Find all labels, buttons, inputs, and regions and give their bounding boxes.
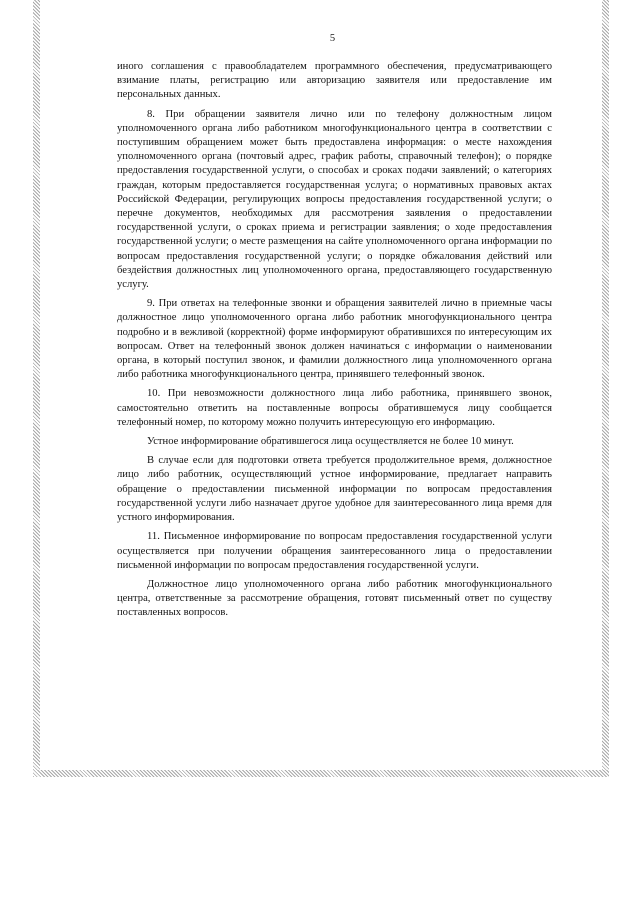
paragraph-8: 8. При обращении заявителя лично или по телефону должностным лицом уполномоченного органа либо работником многофункционального центра в соответствии с поступившим обращением может быть предоставлена информация: о месте нахождения уполномоченного органа (почтовый адрес, график работы, справочный телефон); о порядке предоставления государственной услуги, о способах и сроках подачи заявлений; о категориях граждан, которым предоставляется государственная услуга; о нормативных правовых актах Российской Федерации, регулирующих вопросы предоставления государственной услуги; о перечне документов, необходимых для рассмотрения заявления о предоставлении государственной услуги, о сроках приема и регистрации заявления; о ходе предоставления государственной услуги; о месте размещения на сайте уполномоченного органа информации по вопросам предоставления государственной услуги; о порядке обжалования действий или бездействия должностных лиц уполномоченного органа, предоставляющего государственную услугу. [117,108,552,291]
paragraph-written-answer: Должностное лицо уполномоченного органа либо работник многофункционального центра, ответственные за рассмотрение обращения, готовят письменный ответ по существу поставленных вопросов. [117,578,552,619]
scan-border-left [33,0,40,770]
paragraph-11: 11. Письменное информирование по вопросам предоставления государственной услуги осуществляется при получении обращения заинтересованного лица о предоставлении письменной информации по вопросам предоставления государственной услуги. [117,531,552,571]
scan-border-right [602,0,609,770]
paragraph-continuation: иного соглашения с правообладателем программного обеспечения, предусматривающего взимание платы, регистрацию или авторизацию заявителя или предоставление им персональных данных. [117,61,552,101]
document-body [117,60,552,626]
paragraph-9: 9. При ответах на телефонные звонки и обращения заявителей лично в приемные часы должностное лицо уполномоченного органа либо работник многофункционального центра подробно и в вежливой (корректной) форме информируют обратившихся по интересующим их вопросам. Ответ на телефонный звонок должен начинаться с информации о наименовании органа, в который поступил звонок, и фамилии должностного лица уполномоченного органа либо работника многофункционального центра, принявшего телефонный звонок. [117,298,552,381]
paragraph-10: 10. При невозможности должностного лица либо работника, принявшего звонок, самостоятельно ответить на поставленные вопросы обратившемуся лицу сообщается телефонный номер, по которому можно получить интересующую его информацию. [117,388,552,428]
paragraph-oral-duration: Устное информирование обратившегося лица осуществляется не более 10 минут. [147,436,514,448]
page-number: 5 [329,33,336,44]
scan-border-bottom [33,770,609,777]
paragraph-long-answer: В случае если для подготовки ответа требуется продолжительное время, должностное лицо либо работник, осуществляющий устное информирование, предлагает направить обращение о предоставлении письменной информации по вопросам предоставления государственной услуги либо назначает другое удобное для заинтересованного лица время для устного информирования. [117,455,552,524]
